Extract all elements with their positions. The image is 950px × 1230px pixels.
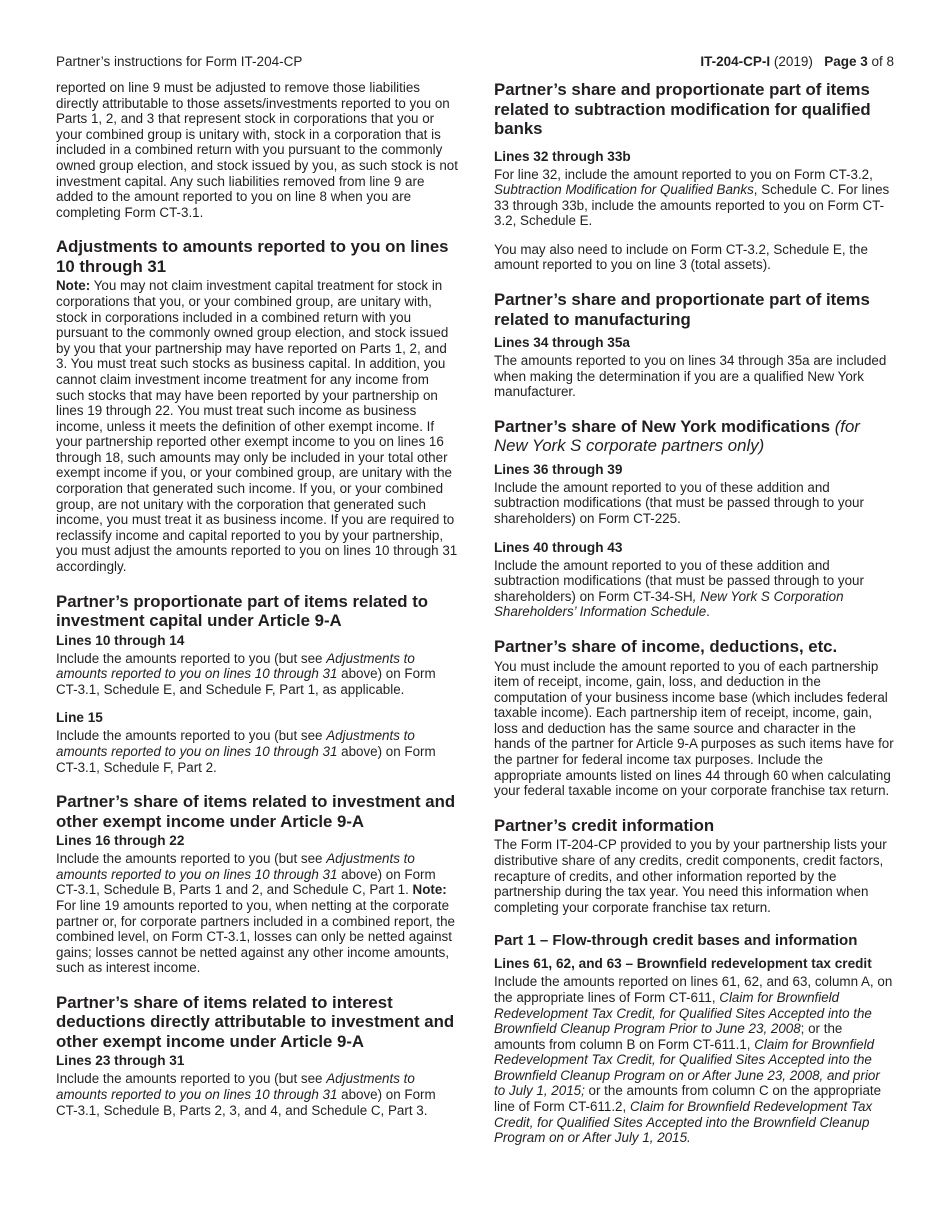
lines-16-22-text: Include the amounts reported to you (but see Adjustments to amounts reported to you on lines 10 through 31 above) on Form CT-3.1, Schedule B, Parts 1 and 2, and Schedule C, Part 1. Note: For line 19 amounts reported to you, when netting at the corporate partner or, for corporate partners included in a combined report, the combined level, on Form CT-3.1, losses can only be netted against gains; losses cannot be netted against any other income amounts, such as interest income. (56, 851, 455, 976)
interest-deductions-heading: Partner’s share of items related to interest deductions directly attributable to investment and other exempt income under Article 9-A (56, 992, 455, 1051)
lines-23-31-text: Include the amounts reported to you (but see Adjustments to amounts reported to you on lines 10 through 31 above) on Form CT-3.1, Schedule B, Parts 2, 3, and 4, and Schedule C, Part 3. (56, 1071, 436, 1118)
lines-34-35a-subheading: Lines 34 through 35a (494, 335, 630, 351)
investment-income-heading: Partner’s share of items related to investment and other exempt income under Article 9-A (56, 792, 456, 831)
manufacturing-heading: Partner’s share and proportionate part of items related to manufacturing (494, 290, 870, 329)
adjustments-heading: Adjustments to amounts reported to you on lines 10 through 31 (56, 237, 449, 276)
lines-36-39-text: Include the amount reported to you of these addition and subtraction modifications (that must be passed through to your shareholders) on Form CT-225. (494, 479, 864, 527)
lines-10-14-subheading: Lines 10 through 14 (56, 632, 185, 648)
lines-32-33b-text: For line 32, include the amount reported to you on Form CT-3.2, Subtraction Modification for Qualified Banks, Schedule C. For lines 33 through 33b, include the amounts reported to you on Form CT-3.2, Schedule E. (494, 166, 890, 229)
lines-34-35a-text: The amounts reported to you on lines 34 through 35a are included when making the determination if you are a qualified New York manufacturer. (494, 353, 887, 400)
page-number: Page 3 (824, 54, 868, 69)
total-assets-text: You may also need to include on Form CT-3.2, Schedule E, the amount reported to you on line 3 (total assets). (494, 241, 868, 273)
adjustments-note: Note: You may not claim investment capital treatment for stock in corporations that you, or your combined group, are unitary with, stock in corporations included in a combined return with you pursuant to the commonly owned group election, and stock issued by you that your partnership may have reported on Parts 1, 2, and 3. You must treat such stocks as business capital. In addition, you cannot claim investment income treatment for any income from such stocks that may have been reported by your partnership on lines 19 through 22. You must treat such income as business income, unless it meets the definition of other exempt income. If your partnership reported other exempt income to you on lines 16 through 18, such amounts may only be included in your total other exempt income if you, or your combined group, are unitary with the corporation that generated such income. If you, or your combined group, are not unitary with the corporation that generated such income, you must treat it as business income. If you are required to reclassify income and capital reported to you by your partnership, you must adjust the amounts reported to you on lines 10 through 31 accordingly. (56, 278, 458, 575)
lines-32-33b-subheading: Lines 32 through 33b (494, 148, 631, 164)
lines-23-31-subheading: Lines 23 through 31 (56, 1053, 185, 1069)
income-deductions-heading: Partner’s share of income, deductions, etc. (494, 637, 838, 656)
line-15-subheading: Line 15 (56, 710, 103, 726)
running-header-page-info (700, 54, 894, 69)
form-year: (2019) (770, 54, 825, 69)
lines-36-39-subheading: Lines 36 through 39 (494, 461, 623, 477)
left-column (56, 80, 458, 1118)
credit-information-text: The Form IT-204-CP provided to you by your partnership lists your distributive share of any credits, credit components, credit factors, recapture of credits, and other information reported by the partnership during the tax year. You need this information when completing your corporate franchise tax return. (494, 837, 887, 915)
intro-paragraph: reported on line 9 must be adjusted to remove those liabilities directly attributable to those assets/investments reported to you on Parts 1, 2, and 3 that represent stock in corporations that you or your combined group is unitary with, stock in a corporation that is included in a combined return with you pursuant to the commonly owned group election, and stock issued by you, as such stock is not investment capital. Any such liabilities removed from line 9 are added to the amount reported to you on line 8 when you are completing Form CT-3.1. (56, 80, 458, 220)
right-column (494, 80, 894, 1146)
credit-information-heading: Partner’s credit information (494, 815, 715, 835)
qualified-banks-heading: Partner’s share and proportionate part of items related to subtraction modification for qualified banks (494, 80, 871, 138)
page-total: of 8 (867, 54, 894, 69)
investment-capital-heading: Partner’s proportionate part of items related to investment capital under Article 9-A (56, 591, 429, 631)
line-15-text: Include the amounts reported to you (but see Adjustments to amounts reported to you on lines 10 through 31 above) on Form CT-3.1, Schedule F, Part 2. (56, 728, 436, 775)
lines-10-14-text: Include the amounts reported to you (but see Adjustments to amounts reported to you on lines 10 through 31 above) on Form CT-3.1, Schedule E, and Schedule F, Part 1, as applicable. (56, 650, 436, 697)
form-number: IT-204-CP-I (700, 54, 771, 69)
lines-61-63-text: Include the amounts reported on lines 61, 62, and 63, column A, on the appropriate lines of Form CT-611, Claim for Brownfield Redevelopment Tax Credit, for Qualified Sites Accepted into the Brownfield Cleanup Program Prior to June 23, 2008; or the amounts from column B on Form CT-611.1, Claim for Brownfield Redevelopment Tax Credit, for Qualified Sites Accepted into the Brownfield Cleanup Program on or After June 23, 2008, and prior to July 1, 2015; or the amounts from column C on the appropriate line of Form CT-611.2, Claim for Brownfield Redevelopment Tax Credit, for Qualified Sites Accepted into the Brownfield Cleanup Program on or After July 1, 2015. (494, 974, 893, 1146)
part1-heading: Part 1 – Flow-through credit bases and information (494, 932, 858, 950)
lines-40-43-subheading: Lines 40 through 43 (494, 539, 623, 555)
income-deductions-text: You must include the amount reported to you of each partnership item of receipt, income, gain, loss, and deduction in the computation of your business income base (which includes federal taxable income). Each partnership item of receipt, income, gain, loss and deduction has the same source and character in the hands of the partner for Article 9-A purposes as such items have for the partner for federal income tax purposes. Include the appropriate amounts listed on lines 44 through 60 when calculating your federal taxable income on your corporate franchise tax return. (494, 658, 894, 799)
running-header-title: Partner’s instructions for Form IT-204-CP (56, 54, 303, 69)
lines-61-63-subheading: Lines 61, 62, and 63 – Brownfield redevelopment tax credit (494, 956, 872, 972)
lines-16-22-subheading: Lines 16 through 22 (56, 833, 185, 849)
lines-40-43-text: Include the amount reported to you of these addition and subtraction modifications (that must be passed through to your shareholders) on Form CT-34-SH, New York S Corporation Shareholders’ Information Schedule. (494, 557, 864, 620)
ny-modifications-heading: Partner’s share of New York modifications (for New York S corporate partners only) (494, 416, 860, 456)
note-label: Note: (56, 278, 91, 294)
